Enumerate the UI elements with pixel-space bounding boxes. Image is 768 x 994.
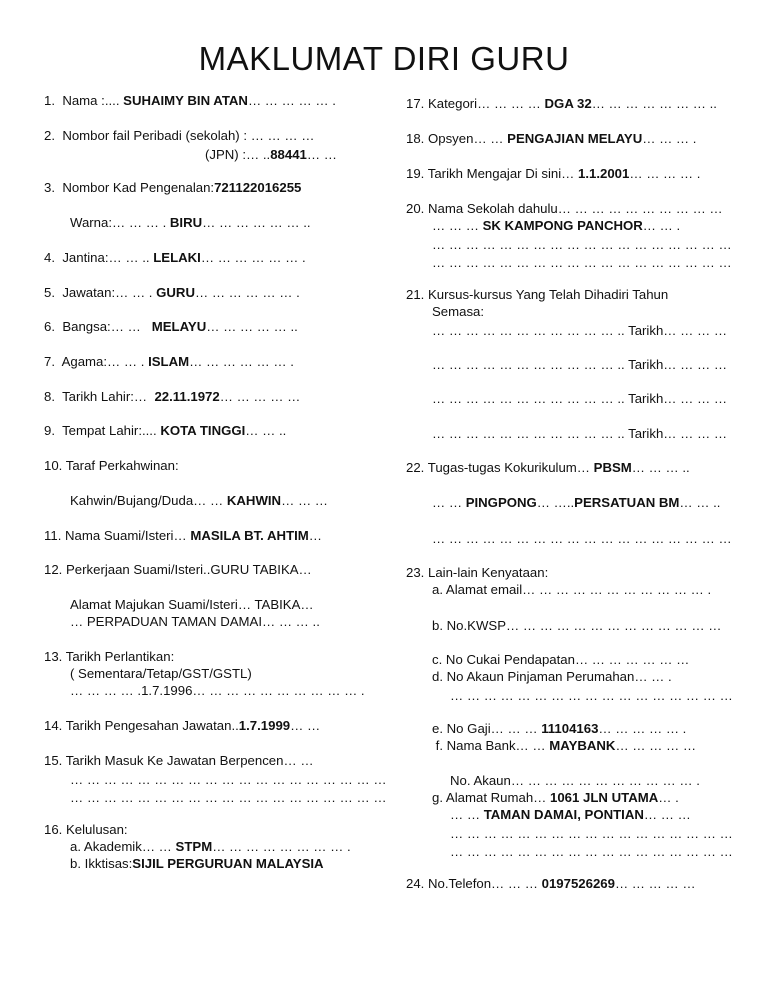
field-tempat-lahir (44, 423, 286, 439)
label: f. Nama Bank… … (432, 738, 550, 753)
filler: … … … … … . (247, 93, 336, 108)
field-kad-pengenalan (44, 180, 301, 196)
field-no-telefon (406, 876, 696, 892)
value: GURU (156, 285, 195, 300)
field-kursus-line-3: … … … … … … … … … … … .. Tarikh… … … … (432, 391, 728, 406)
value: KOTA TINGGI (160, 423, 246, 438)
value: KAHWIN (226, 493, 282, 508)
value: 1061 JLN UTAMA (550, 790, 659, 805)
field-fail-sekolah: 2. Nombor fail Peribadi (sekolah) : … … … … (44, 128, 315, 143)
label: 24. No.Telefon… … … (406, 876, 542, 891)
field-tarikh-pengesahan (44, 718, 320, 734)
field-email: a. Alamat email… … … … … … … … … … … . (432, 582, 712, 597)
field-no-akaun: No. Akaun… … … … … … … … … … … . (450, 773, 700, 788)
field-kursus-semasa: Semasa: (432, 304, 485, 319)
field-agama (44, 354, 294, 370)
label: a. Akademik… … (70, 839, 176, 854)
filler: … … .. (679, 495, 721, 510)
label: Warna:… … … . (70, 215, 170, 230)
value: BIRU (169, 215, 203, 230)
field-kursus-line-1: … … … … … … … … … … … .. Tarikh… … … … (432, 323, 728, 338)
field-kelulusan: 16. Kelulusan: (44, 822, 128, 837)
label: 8. Tarikh Lahir:… (44, 389, 155, 404)
field-kategori (406, 96, 717, 112)
field-cukai: c. No Cukai Pendapatan… … … … … … … (432, 652, 690, 667)
value: PENGAJIAN MELAYU (507, 131, 643, 146)
value: SIJIL PERGURUAN MALAYSIA (132, 856, 324, 871)
value: ISLAM (148, 354, 190, 369)
dotted-line: … … … … … … … … … … … … … … … … … … (432, 531, 732, 546)
field-tarikh-mengajar (406, 166, 700, 182)
field-opsyen (406, 131, 696, 147)
page-title: MAKLUMAT DIRI GURU (198, 40, 570, 77)
filler: … … (290, 718, 321, 733)
label: e. No Gaji… … … (432, 721, 542, 736)
filler: … … … … … (615, 738, 697, 753)
label: 1. Nama :.... (44, 93, 124, 108)
label: 9. Tempat Lahir:.... (44, 423, 161, 438)
field-akademik (70, 839, 351, 855)
dotted-line: … … … … … … … … … … … … … … … … … … (432, 237, 732, 252)
field-kursus: 21. Kursus-kursus Yang Telah Dihadiri Tahun (406, 287, 669, 302)
field-taraf-perkahwinan: 10. Taraf Perkahwinan: (44, 458, 179, 473)
filler: … … … … … .. (206, 319, 298, 334)
field-sekolah-dahulu-value (432, 218, 680, 234)
field-kokurikulum-2 (432, 495, 720, 511)
filler: … … .. (245, 423, 287, 438)
field-jawatan (44, 285, 300, 301)
dotted-line: … … … … … … … … … … … … … … … … … (450, 844, 733, 859)
filler: … … (450, 807, 484, 822)
value: 0197526269 (541, 876, 615, 891)
field-kursus-line-4: … … … … … … … … … … … .. Tarikh… … … … (432, 426, 728, 441)
field-jenis-lantikan: ( Sementara/Tetap/GST/GSTL) (70, 666, 252, 681)
label: Kahwin/Bujang/Duda… … (70, 493, 227, 508)
filler: … … … (281, 493, 328, 508)
value: STPM (175, 839, 213, 854)
filler: … … … … … (614, 876, 696, 891)
field-pinjaman-perumahan: d. No Akaun Pinjaman Perumahan… … . (432, 669, 672, 684)
filler: … . (658, 790, 679, 805)
field-tarikh-lahir (44, 389, 300, 405)
value: 22.11.1972 (154, 389, 220, 404)
field-kokurikulum (406, 460, 690, 476)
label: 5. Jawatan:… … . (44, 285, 157, 300)
field-nama (44, 93, 336, 109)
filler: … … … … … … . (189, 354, 294, 369)
dotted-line: … … … … … … … … … … … … … … … … … … (432, 255, 732, 270)
value: 721122016255 (214, 180, 302, 195)
label: 14. Tarikh Pengesahan Jawatan.. (44, 718, 239, 733)
field-pekerjaan-pasangan: 12. Perkerjaan Suami/Isteri..GURU TABIKA… (44, 562, 312, 577)
value: MAYBANK (549, 738, 616, 753)
label: 11. Nama Suami/Isteri… (44, 528, 191, 543)
filler: … … … … … … .. (202, 215, 311, 230)
value: MASILA BT. AHTIM (190, 528, 309, 543)
filler: … … … … … … … .. (591, 96, 717, 111)
value: 1.1.2001 (578, 166, 630, 181)
value: 11104163 (541, 721, 599, 736)
label: 4. Jantina:… … .. (44, 250, 154, 265)
label: … … … (432, 218, 483, 233)
field-fail-jpn (205, 147, 337, 163)
field-kwsp: b. No.KWSP… … … … … … … … … … … … … (432, 618, 722, 633)
filler: … … … … … … . (194, 285, 300, 300)
label: (JPN) :… .. (205, 147, 271, 162)
field-berpencen: 15. Tarikh Masuk Ke Jawatan Berpencen… … (44, 753, 314, 768)
filler: … … … … … … . (200, 250, 306, 265)
filler: … … … … … … … … . (212, 839, 351, 854)
value: PERSATUAN BM (574, 495, 680, 510)
label: 6. Bangsa:… … (44, 319, 152, 334)
field-ikhtisas (70, 856, 324, 872)
field-tarikh-perlantikan: 13. Tarikh Perlantikan: (44, 649, 175, 664)
value: 1.7.1999 (238, 718, 291, 733)
value: SK KAMPONG PANCHOR (482, 218, 643, 233)
filler: … … . (642, 218, 681, 233)
field-bangsa (44, 319, 298, 335)
label: 17. Kategori… … … … (406, 96, 545, 111)
dotted-line: … … … … … … … … … … … … … … … … … (450, 688, 733, 703)
label: b. Ikktisas: (70, 856, 133, 871)
dotted-line: … … … … … … … … … … … … … … … … … … … (70, 772, 387, 787)
filler: … … (432, 495, 466, 510)
label: 7. Agama:… … . (44, 354, 149, 369)
field-alamat-majikan-2: … PERPADUAN TAMAN DAMAI… … … .. (70, 614, 320, 629)
field-tarikh-lantikan-value: … … … … .1.7.1996… … … … … … … … … … . (70, 683, 365, 698)
field-alamat-rumah (432, 790, 679, 806)
label: 19. Tarikh Mengajar Di sini… (406, 166, 578, 181)
value: DGA 32 (544, 96, 592, 111)
filler: … … … . (642, 131, 697, 146)
label: 3. Nombor Kad Pengenalan: (44, 180, 215, 195)
field-jantina (44, 250, 306, 266)
field-alamat-rumah-2 (450, 807, 691, 823)
label: g. Alamat Rumah… (432, 790, 551, 805)
filler: … … (306, 147, 337, 162)
dotted-line: … … … … … … … … … … … … … … … … … … … (70, 790, 387, 805)
field-alamat-majikan: Alamat Majukan Suami/Isteri… TABIKA… (70, 597, 314, 612)
field-status-kahwin (70, 493, 328, 509)
filler: … … … … … (219, 389, 301, 404)
filler: … … … … . (629, 166, 701, 181)
field-warna (70, 215, 311, 231)
filler: … … … (643, 807, 691, 822)
field-kursus-line-2: … … … … … … … … … … … .. Tarikh… … … … (432, 357, 728, 372)
value: MELAYU (151, 319, 207, 334)
field-no-gaji (432, 721, 686, 737)
value: LELAKI (153, 250, 201, 265)
filler: … … … .. (631, 460, 690, 475)
label: 18. Opsyen… … (406, 131, 508, 146)
filler: … … … … … . (598, 721, 687, 736)
value: TAMAN DAMAI, PONTIAN (483, 807, 644, 822)
dotted-line: … … … … … … … … … … … … … … … … … (450, 826, 733, 841)
field-lain-lain: 23. Lain-lain Kenyataan: (406, 565, 549, 580)
value: SUHAIMY BIN ATAN (123, 93, 248, 108)
value: PINGPONG (465, 495, 537, 510)
filler: … ….. (536, 495, 575, 510)
value: PBSM (593, 460, 632, 475)
value: 88441 (270, 147, 307, 162)
filler: … (308, 528, 322, 543)
label: 22. Tugas-tugas Kokurikulum… (406, 460, 594, 475)
field-sekolah-dahulu: 20. Nama Sekolah dahulu… … … … … … … … … … (406, 201, 723, 216)
field-nama-suami-isteri (44, 528, 322, 544)
field-nama-bank (432, 738, 696, 754)
